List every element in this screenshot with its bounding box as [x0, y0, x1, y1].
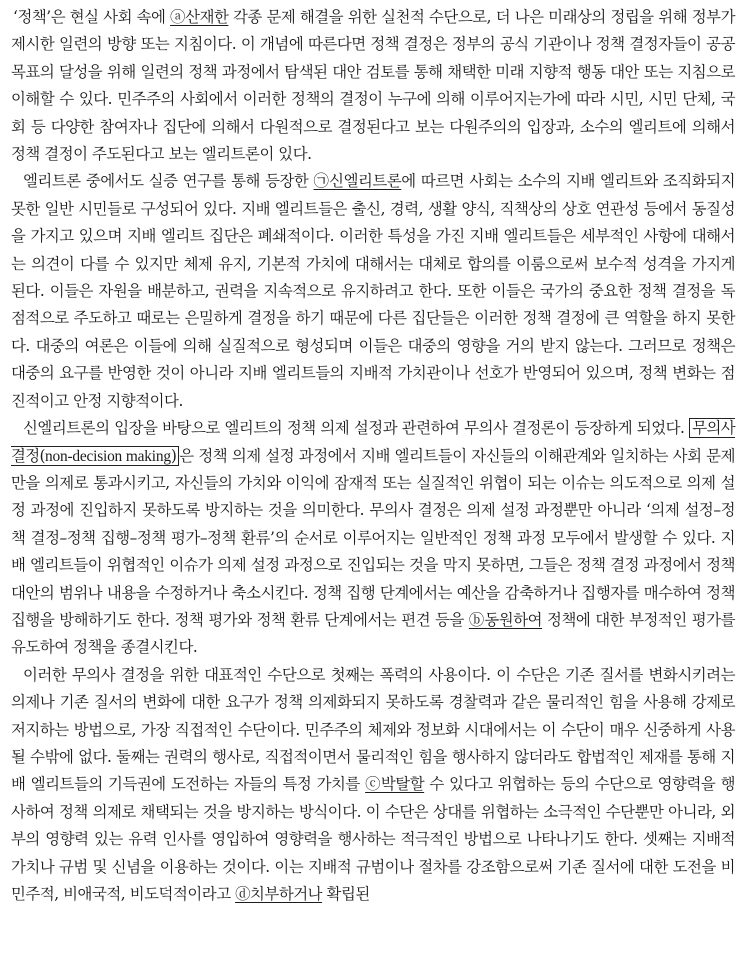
text-span: 정책에 대한 부정적인 평가를 유도하여 정책을 종결시킨다.: [11, 610, 735, 657]
boxed-term-close-paren: ): [170, 446, 177, 465]
text-span: 이러한 무의사 결정을 위한 대표적인 수단으로 첫째는 폭력의 사용이다. 이 수단은 기존 질서를 변화시키려는 의제나 기존 질서의 변화에 대한 요구가 정책 의제화되지 못하도록 경찰력과 같은 물리적인 힘을 사용해 강제로 저지하는 방법으로, 가장 직접적인 수단이다. 민주주의 체제와 정보화 시대에서는 이 수단이 매우 신중하게 사용될 수밖에 없다. 둘째는 권력의 행사로, 직접적이면서 물리적인 힘을 행사하지 않더라도 합법적인 제재를 통해 지배 엘리트들의 기득권에 도전하는 자들의 특정 가치를: [11, 665, 735, 794]
text-span: 은 정책 의제 설정 과정에서 지배 엘리트들이 자신들의 이해관계와 일치하는 사회 문제만을 의제로 통과시키고, 자신들의 가치와 이익에 잠재적 또는 실질적인 위협이 되는 이슈는 의도적으로 의제 설정 과정에 진입하지 못하도록 방지하는 것을 의미한다. 무의사 결정은 의제 설정 과정뿐만 아니라 ‘의제 설정–정책 결정–정책 집행–정책 평가–정책 환류’의 순서로 이루어지는 일반적인 정책 과정 모두에서 발생할 수 있다. 지배 엘리트들이 위협적인 이슈가 의제 설정 과정으로 진입되는 것을 막지 못하면, 그들은 정책 결정 과정에서 정책 대안의 범위나 내용을 수정하거나 축소시킨다. 정책 집행 단계에서는 예산을 감축하거나 집행자를 매수하여 정책 집행을 방해하기도 한다. 정책 평가와 정책 환류 단계에서는 편견 등을: [11, 446, 735, 629]
text-span: 에 따르면 사회는 소수의 지배 엘리트와 조직화되지 못한 일반 시민들로 구성되어 있다. 지배 엘리트들은 출신, 경력, 생활 양식, 직책상의 상호 연관성 등에서 동질성을 가지고 있으며 지배 엘리트 집단은 폐쇄적이다. 이러한 특성을 가진 지배 엘리트들은 세부적인 사항에 대해서는 의견이 다를 수 있지만 체제 유지, 기본적 가치에 대해서는 대체로 합의를 이룸으로써 보수적 성격을 가지게 된다. 이들은 자원을 배분하고, 권력을 지속적으로 유지하려고 한다. 또한 이들은 국가의 중요한 정책 결정을 독점적으로 주도하고 때로는 은밀하게 결정을 하기 때문에 다른 집단들은 이러한 정책 결정에 큰 역할을 하지 못한다. 대중의 여론은 이들에 의해 실질적으로 형성되며 이들은 대중의 영향을 거의 받지 않는다. 그러므로 정책은 대중의 요구를 반영한 것이 아니라 지배 엘리트들의 지배적 가치관이나 선호가 반영되어 있으며, 정책 변화는 점진적이고 안정 지향적이다.: [11, 172, 735, 410]
text-span: 각종 문제 해결을 위한 실천적 수단으로, 더 나은 미래상의 정립을 위해 정부가 제시한 일련의 방향 또는 지침이다. 이 개념에 따른다면 정책 결정은 정부의 공식 기관이나 정책 결정자들이 공공 목표의 달성을 위해 일련의 정책 과정에서 탐색된 대안 검토를 통해 채택한 미래 지향적 행동 대안 또는 지침으로 이해할 수 있다. 민주주의 사회에서 이러한 정책의 결정이 누구에 의해 이루어지는가에 따라 시민, 시민 단체, 국회 등 다양한 참여자나 집단에 의해서 다원적으로 결정된다고 보는 다원주의의 입장과, 소수의 엘리트에 의해서 정책 결정이 주도된다고 보는 엘리트론이 있다.: [11, 8, 735, 164]
paragraph-4: [11, 662, 735, 909]
paragraph-3: [11, 415, 735, 662]
text-span: 신엘리트론의 입장을 바탕으로 엘리트의 정책 의제 설정과 관련하여 무의사 결정론이 등장하게 되었다.: [23, 419, 690, 438]
text-span: 수 있다고 위협하는 등의 수단으로 영향력을 행사하여 정책 의제로 채택되는 것을 방지하는 방식이다. 이 수단은 상대를 위협하는 소극적인 수단뿐만 아니라, 외부의 영향력 있는 유력 인사를 영입하여 영향력을 행사하는 적극적인 방법으로 나타나기도 한다. 셋째는 지배적 가치나 규범 및 신념을 이용하는 것이다. 이는 지배적 규범이나 절차를 강조함으로써 기존 질서에 대한 도전을 비민주적, 비애국적, 비도덕적이라고: [11, 775, 735, 903]
underlined-term-b: ⓑ동원하여: [468, 610, 543, 629]
underlined-term-c: ⓒ박탈할: [365, 775, 425, 794]
underlined-term-new-elitism: ㉠신엘리트론: [313, 172, 402, 191]
boxed-term-korean: 무의사 결정(: [11, 419, 735, 465]
paragraph-1: [11, 4, 735, 168]
underlined-term-d: ⓓ치부하거나: [235, 885, 323, 903]
boxed-term-english: non-decision making: [44, 447, 171, 465]
paragraph-2: [11, 168, 735, 415]
underlined-term-a: ⓐ산재한: [170, 8, 229, 26]
text-span: 엘리트론 중에서도 실증 연구를 통해 등장한: [23, 172, 314, 191]
text-span: 확립된: [322, 885, 370, 903]
text-span: ‘정책’은 현실 사회 속에: [13, 8, 171, 26]
